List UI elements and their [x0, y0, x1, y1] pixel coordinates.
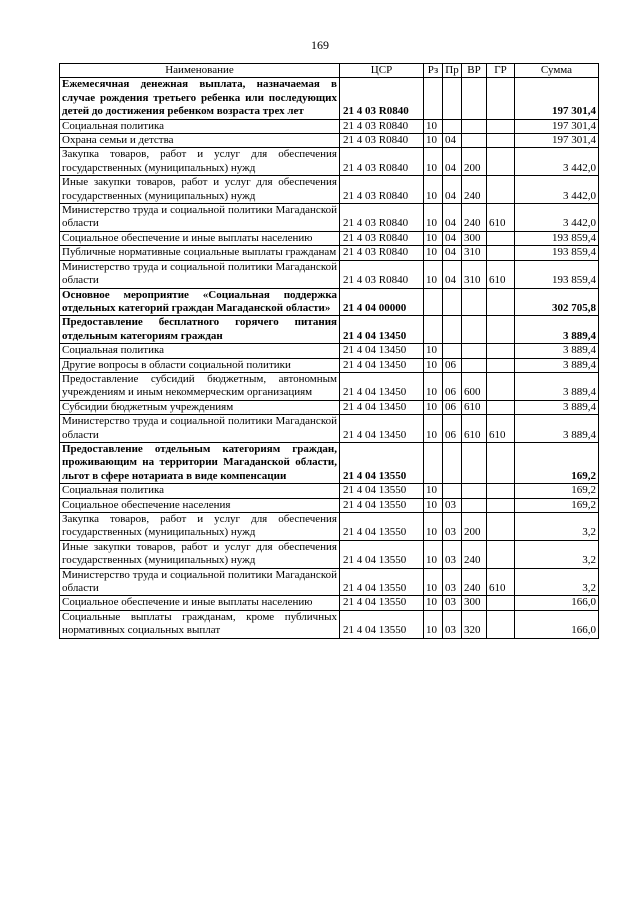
cell-name: Министерство труда и социальной политики Магаданской области: [60, 204, 340, 232]
cell-csr: 21 4 04 13450: [340, 400, 424, 414]
cell-name: Субсидии бюджетным учреждениям: [60, 400, 340, 414]
cell-name: Социальная политика: [60, 484, 340, 498]
table-row: [60, 610, 599, 638]
table-row: [60, 148, 599, 176]
cell-gr: [487, 372, 515, 400]
cell-csr: 21 4 03 R0840: [340, 231, 424, 245]
cell-pr: 04: [443, 246, 462, 260]
cell-vr: 310: [462, 260, 487, 288]
cell-sum: 193 859,4: [515, 231, 599, 245]
cell-csr: 21 4 04 13450: [340, 316, 424, 344]
cell-pr: [443, 484, 462, 498]
cell-name: Предоставление отдельным категориям граждан, проживающим на территории Магаданской области, льгот в сфере нотариата в виде компенсации: [60, 442, 340, 483]
cell-name: Иные закупки товаров, работ и услуг для обеспечения государственных (муниципальных) нужд: [60, 176, 340, 204]
cell-rz: 10: [424, 540, 443, 568]
cell-pr: 04: [443, 176, 462, 204]
cell-vr: [462, 442, 487, 483]
cell-gr: [487, 231, 515, 245]
cell-rz: 10: [424, 400, 443, 414]
cell-name: Социальное обеспечение и иные выплаты населению: [60, 231, 340, 245]
cell-sum: 169,2: [515, 484, 599, 498]
cell-pr: 04: [443, 260, 462, 288]
cell-csr: 21 4 03 R0840: [340, 119, 424, 133]
table-row: [60, 288, 599, 316]
cell-vr: [462, 484, 487, 498]
cell-csr: 21 4 03 R0840: [340, 134, 424, 148]
cell-sum: 166,0: [515, 596, 599, 610]
cell-sum: 3 442,0: [515, 204, 599, 232]
cell-rz: 10: [424, 148, 443, 176]
cell-gr: [487, 176, 515, 204]
cell-rz: 10: [424, 610, 443, 638]
cell-pr: [443, 78, 462, 119]
cell-csr: 21 4 04 13550: [340, 442, 424, 483]
cell-rz: 10: [424, 176, 443, 204]
cell-vr: 240: [462, 204, 487, 232]
cell-rz: 10: [424, 204, 443, 232]
header-pr: Пр: [443, 64, 462, 78]
cell-name: Охрана семьи и детства: [60, 134, 340, 148]
cell-name: Министерство труда и социальной политики Магаданской области: [60, 260, 340, 288]
cell-rz: 10: [424, 596, 443, 610]
cell-rz: 10: [424, 260, 443, 288]
cell-pr: [443, 442, 462, 483]
cell-csr: 21 4 04 13550: [340, 568, 424, 596]
cell-csr: 21 4 03 R0840: [340, 260, 424, 288]
cell-name: Социальная политика: [60, 119, 340, 133]
cell-vr: 200: [462, 148, 487, 176]
cell-rz: 10: [424, 231, 443, 245]
cell-pr: [443, 316, 462, 344]
header-name: Наименование: [60, 64, 340, 78]
cell-gr: [487, 134, 515, 148]
cell-rz: 10: [424, 568, 443, 596]
cell-name: Министерство труда и социальной политики Магаданской области: [60, 568, 340, 596]
cell-sum: 193 859,4: [515, 260, 599, 288]
cell-gr: [487, 610, 515, 638]
table-body: [60, 78, 599, 638]
cell-gr: 610: [487, 260, 515, 288]
cell-sum: 3 889,4: [515, 372, 599, 400]
cell-rz: 10: [424, 415, 443, 443]
cell-vr: 240: [462, 176, 487, 204]
cell-name: Социальное обеспечение и иные выплаты населению: [60, 596, 340, 610]
table-row: [60, 498, 599, 512]
header-rz: Рз: [424, 64, 443, 78]
cell-csr: 21 4 03 R0840: [340, 176, 424, 204]
cell-gr: [487, 442, 515, 483]
cell-pr: 04: [443, 204, 462, 232]
table-row: [60, 513, 599, 541]
table-row: [60, 260, 599, 288]
cell-gr: [487, 344, 515, 358]
cell-sum: 197 301,4: [515, 78, 599, 119]
cell-pr: [443, 344, 462, 358]
table-row: [60, 78, 599, 119]
cell-csr: 21 4 04 13450: [340, 344, 424, 358]
cell-rz: 10: [424, 484, 443, 498]
cell-gr: [487, 119, 515, 133]
cell-vr: [462, 119, 487, 133]
cell-csr: 21 4 04 13450: [340, 415, 424, 443]
cell-pr: 03: [443, 513, 462, 541]
cell-name: Ежемесячная денежная выплата, назначаемая в случае рождения третьего ребенка или последующих детей до достижения ребенком возраста трех лет: [60, 78, 340, 119]
cell-gr: [487, 596, 515, 610]
cell-sum: 3,2: [515, 513, 599, 541]
header-csr: ЦСР: [340, 64, 424, 78]
cell-vr: 310: [462, 246, 487, 260]
cell-gr: [487, 400, 515, 414]
cell-pr: 06: [443, 358, 462, 372]
cell-gr: [487, 540, 515, 568]
cell-pr: [443, 119, 462, 133]
cell-gr: [487, 513, 515, 541]
header-sum: Сумма: [515, 64, 599, 78]
cell-vr: 240: [462, 540, 487, 568]
cell-csr: 21 4 04 13550: [340, 596, 424, 610]
cell-gr: [487, 316, 515, 344]
cell-gr: [487, 484, 515, 498]
table-header-row: [60, 64, 599, 78]
cell-gr: [487, 288, 515, 316]
cell-name: Основное мероприятие «Социальная поддержка отдельных категорий граждан Магаданской области»: [60, 288, 340, 316]
cell-csr: 21 4 03 R0840: [340, 148, 424, 176]
cell-name: Социальное обеспечение населения: [60, 498, 340, 512]
cell-rz: 10: [424, 358, 443, 372]
table-row: [60, 442, 599, 483]
cell-sum: 193 859,4: [515, 246, 599, 260]
table-row: [60, 119, 599, 133]
cell-pr: 06: [443, 372, 462, 400]
cell-name: Другие вопросы в области социальной политики: [60, 358, 340, 372]
cell-gr: [487, 78, 515, 119]
cell-gr: [487, 148, 515, 176]
table-row: [60, 596, 599, 610]
cell-vr: [462, 498, 487, 512]
cell-sum: 197 301,4: [515, 119, 599, 133]
cell-vr: 600: [462, 372, 487, 400]
cell-sum: 3 889,4: [515, 358, 599, 372]
table-row: [60, 316, 599, 344]
table-row: [60, 400, 599, 414]
header-gr: ГР: [487, 64, 515, 78]
cell-vr: [462, 288, 487, 316]
cell-gr: [487, 358, 515, 372]
cell-csr: 21 4 04 13450: [340, 372, 424, 400]
table-row: [60, 415, 599, 443]
cell-vr: 610: [462, 415, 487, 443]
cell-csr: 21 4 04 13550: [340, 610, 424, 638]
cell-name: Предоставление субсидий бюджетным, автономным учреждениям и иным некоммерческим организациям: [60, 372, 340, 400]
cell-name: Иные закупки товаров, работ и услуг для обеспечения государственных (муниципальных) нужд: [60, 540, 340, 568]
cell-vr: [462, 316, 487, 344]
cell-name: Министерство труда и социальной политики Магаданской области: [60, 415, 340, 443]
budget-table: [59, 63, 599, 639]
table-row: [60, 246, 599, 260]
cell-rz: 10: [424, 134, 443, 148]
header-vr: ВР: [462, 64, 487, 78]
cell-sum: 302 705,8: [515, 288, 599, 316]
cell-pr: 04: [443, 134, 462, 148]
cell-vr: 240: [462, 568, 487, 596]
cell-pr: 06: [443, 400, 462, 414]
cell-sum: 197 301,4: [515, 134, 599, 148]
cell-gr: [487, 498, 515, 512]
table-row: [60, 344, 599, 358]
cell-pr: 03: [443, 540, 462, 568]
cell-pr: 04: [443, 231, 462, 245]
cell-pr: 06: [443, 415, 462, 443]
table-row: [60, 540, 599, 568]
cell-pr: 03: [443, 596, 462, 610]
table-row: [60, 134, 599, 148]
cell-sum: 3 889,4: [515, 316, 599, 344]
cell-rz: 10: [424, 119, 443, 133]
cell-rz: [424, 78, 443, 119]
cell-gr: 610: [487, 568, 515, 596]
cell-pr: 03: [443, 498, 462, 512]
cell-vr: [462, 358, 487, 372]
table-row: [60, 568, 599, 596]
cell-sum: 166,0: [515, 610, 599, 638]
cell-vr: 610: [462, 400, 487, 414]
cell-name: Предоставление бесплатного горячего питания отдельным категориям граждан: [60, 316, 340, 344]
cell-vr: [462, 134, 487, 148]
cell-vr: [462, 344, 487, 358]
cell-sum: 169,2: [515, 498, 599, 512]
cell-gr: 610: [487, 415, 515, 443]
cell-name: Публичные нормативные социальные выплаты гражданам: [60, 246, 340, 260]
cell-vr: 320: [462, 610, 487, 638]
cell-name: Социальная политика: [60, 344, 340, 358]
table-row: [60, 358, 599, 372]
cell-rz: 10: [424, 246, 443, 260]
cell-csr: 21 4 04 13550: [340, 540, 424, 568]
cell-sum: 3 442,0: [515, 148, 599, 176]
cell-sum: 3 889,4: [515, 344, 599, 358]
cell-sum: 3 889,4: [515, 415, 599, 443]
cell-csr: 21 4 03 R0840: [340, 204, 424, 232]
table-row: [60, 231, 599, 245]
cell-sum: 3 889,4: [515, 400, 599, 414]
cell-rz: 10: [424, 344, 443, 358]
cell-sum: 3 442,0: [515, 176, 599, 204]
cell-csr: 21 4 04 13550: [340, 484, 424, 498]
cell-rz: [424, 288, 443, 316]
cell-pr: 03: [443, 568, 462, 596]
table-row: [60, 372, 599, 400]
cell-vr: [462, 78, 487, 119]
cell-csr: 21 4 04 00000: [340, 288, 424, 316]
cell-pr: 04: [443, 148, 462, 176]
table-row: [60, 204, 599, 232]
cell-pr: [443, 288, 462, 316]
cell-sum: 169,2: [515, 442, 599, 483]
cell-vr: 300: [462, 596, 487, 610]
cell-rz: [424, 442, 443, 483]
table-row: [60, 176, 599, 204]
cell-sum: 3,2: [515, 540, 599, 568]
cell-csr: 21 4 03 R0840: [340, 78, 424, 119]
table-row: [60, 484, 599, 498]
cell-rz: [424, 316, 443, 344]
cell-rz: 10: [424, 498, 443, 512]
page-number: 169: [311, 38, 329, 52]
cell-csr: 21 4 03 R0840: [340, 246, 424, 260]
cell-name: Закупка товаров, работ и услуг для обеспечения государственных (муниципальных) нужд: [60, 513, 340, 541]
cell-rz: 10: [424, 513, 443, 541]
cell-gr: [487, 246, 515, 260]
cell-gr: 610: [487, 204, 515, 232]
cell-vr: 200: [462, 513, 487, 541]
cell-vr: 300: [462, 231, 487, 245]
cell-name: Закупка товаров, работ и услуг для обеспечения государственных (муниципальных) нужд: [60, 148, 340, 176]
cell-csr: 21 4 04 13550: [340, 513, 424, 541]
cell-sum: 3,2: [515, 568, 599, 596]
cell-pr: 03: [443, 610, 462, 638]
cell-rz: 10: [424, 372, 443, 400]
cell-name: Социальные выплаты гражданам, кроме публичных нормативных социальных выплат: [60, 610, 340, 638]
cell-csr: 21 4 04 13450: [340, 358, 424, 372]
cell-csr: 21 4 04 13550: [340, 498, 424, 512]
